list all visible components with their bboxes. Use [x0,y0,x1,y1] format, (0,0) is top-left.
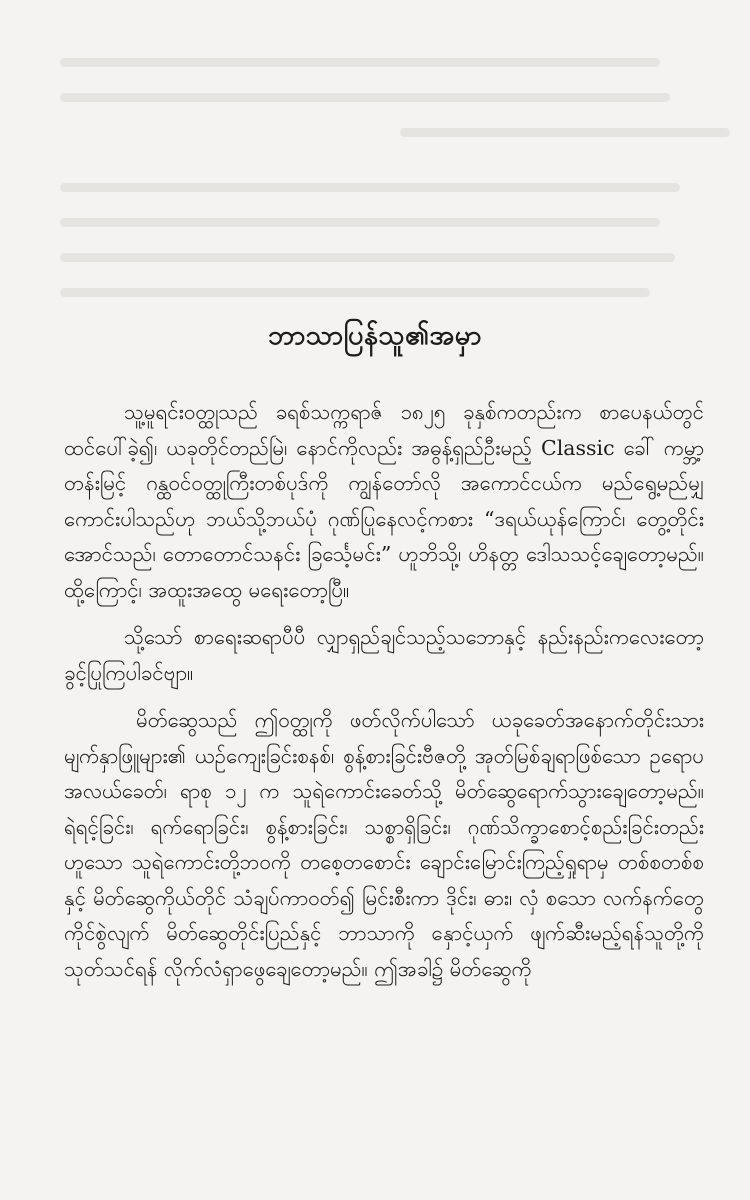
paragraph: မိတ်ဆွေသည် ဤဝတ္ထုကို ဖတ်လိုက်ပါသော် ယခုခေတ်အနောက်တိုင်းသား မျက်နှာဖြူများ၏ ယဉ်ကျေးခြင်းစနစ်၊ စွန့်စားခြင်းဗီဇတို့ အုတ်မြစ်ချရာဖြစ်သော ဥရောပအလယ်ခေတ်၊ ရာစု ၁၂ က သူရဲကောင်းခေတ်သို့ မိတ်ဆွေရောက်သွားချေတော့မည်။ ရဲရင့်ခြင်း၊ ရက်ရောခြင်း၊ စွန့်စားခြင်း၊ သစ္စာရှိခြင်း၊ ဂုဏ်သိက္ခာစောင့်စည်းခြင်းတည်းဟူသော သူရဲကောင်းတို့ဘဝကို တစေ့တစောင်း ချောင်းမြောင်းကြည့်ရှုရာမှ တစ်စတစ်စနှင့် မိတ်ဆွေကိုယ်တိုင် သံချပ်ကာဝတ်၍ မြင်းစီးကာ ဒိုင်း၊ ဓား၊ လှံ စသော လက်နက်တွေကိုင်စွဲလျက် မိတ်ဆွေတိုင်းပြည်နှင့် ဘာသာကို နှောင့်ယှက် ဖျက်ဆီးမည့်ရန်သူတို့ကို သုတ်သင်ရန် လိုက်လံရှာဖွေချေတော့မည်။ ဤအခါ၌ မိတ်ဆွေကို [64,708,704,981]
section-title: ဘာသာပြန်သူ၏အမှာ [268,320,482,351]
paragraph: သူ့မူရင်းဝတ္ထုသည် ခရစ်သက္ကရာဇ် ၁၈၂၅ ခုနှစ်ကတည်းက စာပေနယ်တွင် ထင်ပေါ်ခဲ့၍၊ ယခုတိုင်တည်မြဲ၊ နောင်ကိုလည်း အဓွန့်ရှည်ဦးမည့် Classic ခေါ် ကမ္ဘာ့တန်းမြင့် ဂန္ထဝင်ဝတ္ထုကြီးတစ်ပုဒ်ကို ကျွန်တော်လို အကောင်ငယ်က မည်ရွေ့မည်မျှ ကောင်းပါသည်ဟု ဘယ်သို့ဘယ်ပုံ ဂုဏ်ပြုနေလင့်ကစား “ဒရယ်ယုန်ကြောင်၊ တွေ့တိုင်းအောင်သည်၊ တောတောင်သနင်း ခြင်္သေ့မင်း” ဟူဘိသို့၊ ဟိနတ္တ ဒေါသသင့်ချေတော့မည်။ ထို့ကြောင့်၊ အထူးအထွေ မရေးတော့ပြီ။ [64,400,704,602]
paragraph: သို့သော် စာရေးဆရာပီပီ လျှာရှည်ချင်သည့်သဘောနှင့် နည်းနည်းကလေးတော့ ခွင့်ပြုကြပါခင်ဗျာ။ [64,625,704,685]
body-text [64,395,704,987]
